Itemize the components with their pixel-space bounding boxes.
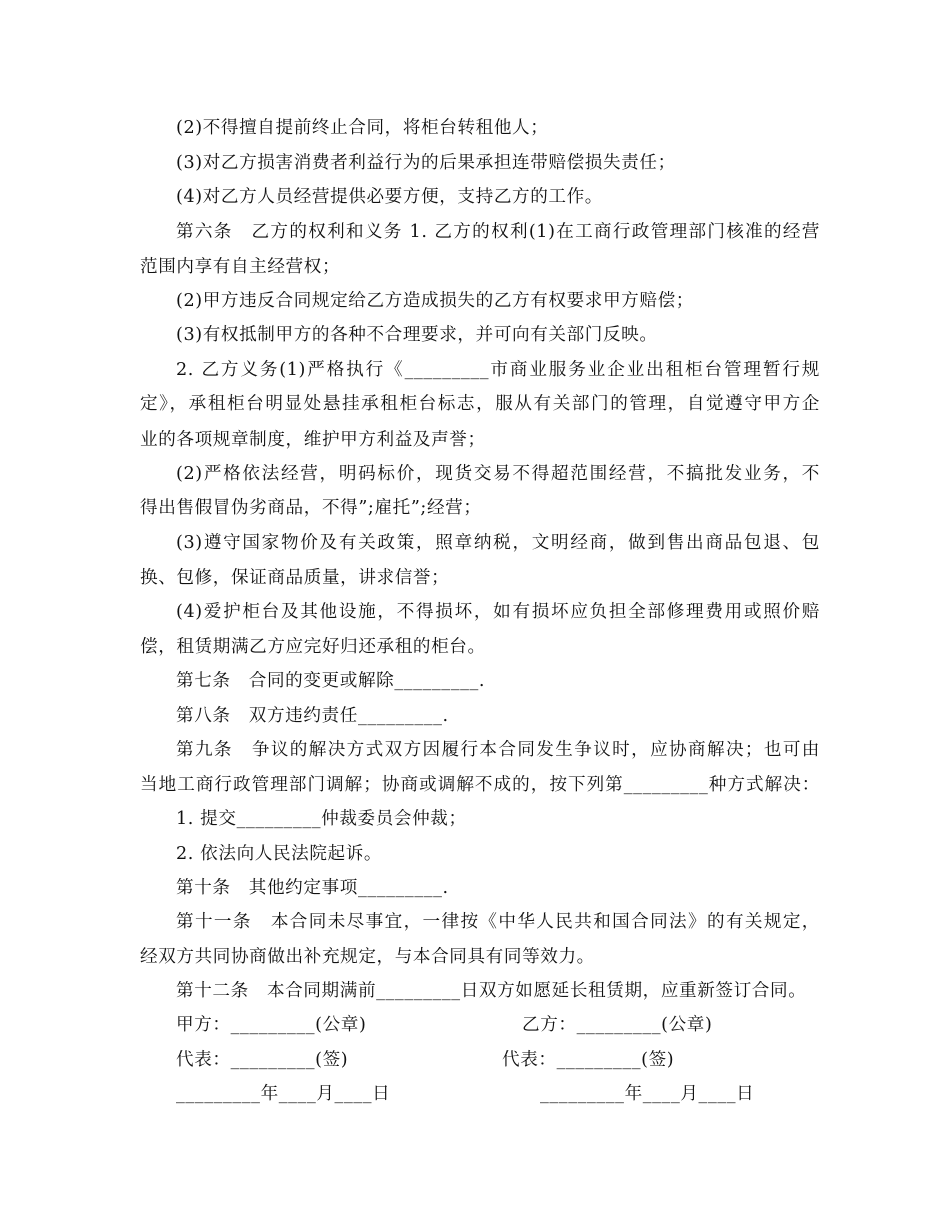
clause-line: 偿，租赁期满乙方应完好归还承租的柜台。 (140, 637, 486, 657)
clause-line: (4)爱护柜台及其他设施，不得损坏，如有损坏应负担全部修理费用或照价赔 (176, 602, 820, 622)
party-a-seal: 甲方：_________(公章) (176, 1015, 367, 1035)
clause-line: (2)不得擅自提前终止合同，将柜台转租他人； (176, 118, 549, 138)
clause-line: (4)对乙方人员经营提供必要方便，支持乙方的工作。 (176, 187, 603, 207)
clause-line: 业的各项规章制度，维护甲方利益及声誉； (140, 430, 486, 450)
article-8: 第八条 双方违约责任_________. (176, 706, 449, 726)
clause-line: (3)遵守国家物价及有关政策，照章纳税，文明经商，做到售出商品包退、包 (176, 533, 820, 553)
article-7: 第七条 合同的变更或解除_________. (176, 671, 486, 691)
clause-line: 1. 提交_________仲裁委员会仲裁； (176, 809, 467, 829)
article-11: 第十一条 本合同未尽事宜，一律按《中华人民共和国合同法》的有关规定， (176, 912, 820, 932)
clause-line: (2)严格依法经营，明码标价，现货交易不得超范围经营，不搞批发业务，不 (176, 464, 820, 484)
article-10: 第十条 其他约定事项_________. (176, 878, 449, 898)
party-a-date: _________年____月____日 (176, 1084, 391, 1104)
article-12: 第十二条 本合同期满前_________日双方如愿延长租赁期，应重新签订合同。 (176, 981, 807, 1001)
clause-line: (3)有权抵制甲方的各种不合理要求，并可向有关部门反映。 (176, 325, 658, 345)
article-6-heading: 第六条 乙方的权利和义务 1. 乙方的权利(1)在工商行政管理部门核准的经营 (176, 222, 820, 242)
clause-line: 定》，承租柜台明显处悬挂承租柜台标志，服从有关部门的管理，自觉遵守甲方企 (140, 394, 820, 414)
clause-line: 当地工商行政管理部门调解；协商或调解不成的，按下列第_________种方式解决： (140, 775, 820, 795)
party-a-representative: 代表：_________(签) (176, 1050, 349, 1070)
clause-line: (2)甲方违反合同规定给乙方造成损失的乙方有权要求甲方赔偿； (176, 291, 694, 311)
clause-line: 2. 依法向人民法院起诉。 (176, 844, 383, 864)
article-9: 第九条 争议的解决方式双方因履行本合同发生争议时，应协商解决；也可由 (176, 740, 820, 760)
party-b-seal: 乙方：_________(公章) (522, 1015, 713, 1035)
clause-line: 得出售假冒伪劣商品，不得”;雇托”;经营； (140, 498, 482, 518)
clause-line: 范围内享有自主经营权； (140, 257, 341, 277)
clause-line: 经双方共同协商做出补充规定，与本合同具有同等效力。 (140, 947, 595, 967)
party-b-representative: 代表：_________(签) (502, 1050, 675, 1070)
clause-line: 换、包修，保证商品质量，讲求信誉； (140, 568, 450, 588)
party-b-date: _________年____月____日 (540, 1084, 755, 1104)
clause-line: (3)对乙方损害消费者利益行为的后果承担连带赔偿损失责任； (176, 153, 676, 173)
clause-line: 2. 乙方义务(1)严格执行《_________市商业服务业企业出租柜台管理暂行规 (176, 360, 820, 380)
